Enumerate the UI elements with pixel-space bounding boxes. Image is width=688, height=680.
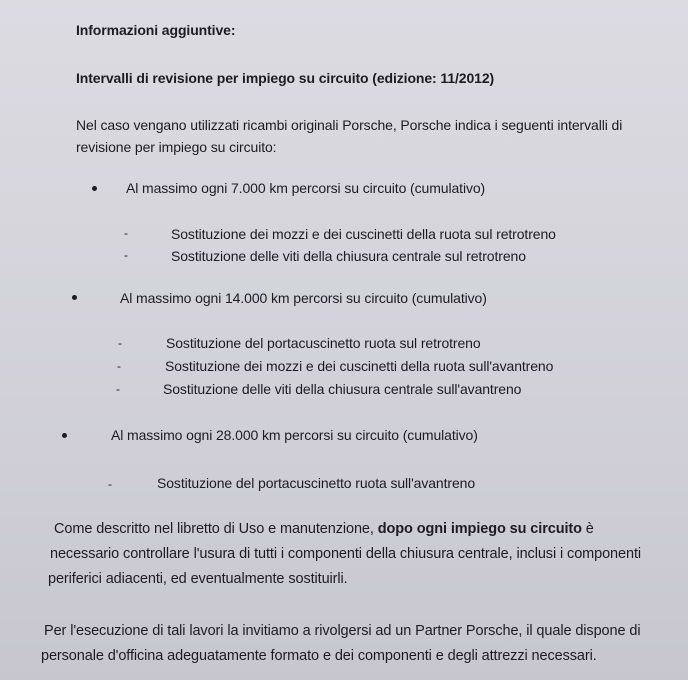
dash-icon: - bbox=[118, 336, 122, 350]
interval-1-label: Al massimo ogni 7.000 km percorsi su circuito (cumulativo) bbox=[126, 180, 486, 196]
interval-3-label: Al massimo ogni 28.000 km percorsi su circuito (cumulativo) bbox=[111, 427, 478, 443]
bullet-icon bbox=[92, 186, 97, 191]
closing-line-2: personale d'officina adeguatamente formato e dei componenti e degli attrezzi necessari. bbox=[41, 648, 597, 664]
section-title: Intervalli di revisione per impiego su circuito (edizione: 11/2012) bbox=[76, 70, 495, 86]
dash-icon: - bbox=[124, 226, 128, 240]
interval-1-item-1: Sostituzione dei mozzi e dei cuscinetti della ruota sul retrotreno bbox=[171, 226, 556, 242]
interval-2-item-1: Sostituzione del portacuscinetto ruota sul retrotreno bbox=[166, 335, 481, 351]
bullet-icon bbox=[72, 295, 77, 300]
note-text-post: è bbox=[581, 521, 594, 537]
interval-2-item-2: Sostituzione dei mozzi e dei cuscinetti della ruota sull'avantreno bbox=[165, 358, 554, 374]
dash-icon: - bbox=[124, 248, 128, 262]
document-heading: Informazioni aggiuntive: bbox=[76, 22, 236, 38]
closing-line-1: Per l'esecuzione di tali lavori la invitiamo a rivolgersi ad un Partner Porsche, il quale dispone di bbox=[44, 623, 641, 639]
dash-icon: - bbox=[108, 477, 112, 491]
note-line-2: necessario controllare l'usura di tutti i componenti della chiusura centrale, inclusi i componenti bbox=[50, 546, 642, 562]
interval-2-item-3: Sostituzione delle viti della chiusura centrale sull'avantreno bbox=[163, 381, 522, 397]
dash-icon: - bbox=[117, 359, 121, 373]
note-text-pre: Come descritto nel libretto di Uso e manutenzione, bbox=[54, 521, 378, 537]
dash-icon: - bbox=[116, 382, 120, 396]
note-emphasis: dopo ogni impiego su circuito bbox=[377, 521, 582, 537]
interval-3-item-1: Sostituzione del portacuscinetto ruota sull'avantreno bbox=[157, 475, 476, 491]
interval-2-label: Al massimo ogni 14.000 km percorsi su circuito (cumulativo) bbox=[120, 290, 487, 306]
note-line-1 bbox=[54, 521, 594, 537]
intro-line-1: Nel caso vengano utilizzati ricambi originali Porsche, Porsche indica i seguenti intervalli di bbox=[76, 117, 623, 133]
bullet-icon bbox=[62, 433, 67, 438]
note-line-3: periferici adiacenti, ed eventualmente sostituirli. bbox=[48, 571, 348, 587]
intro-line-2: revisione per impiego su circuito: bbox=[76, 139, 277, 155]
interval-1-item-2: Sostituzione delle viti della chiusura centrale sul retrotreno bbox=[171, 248, 526, 264]
